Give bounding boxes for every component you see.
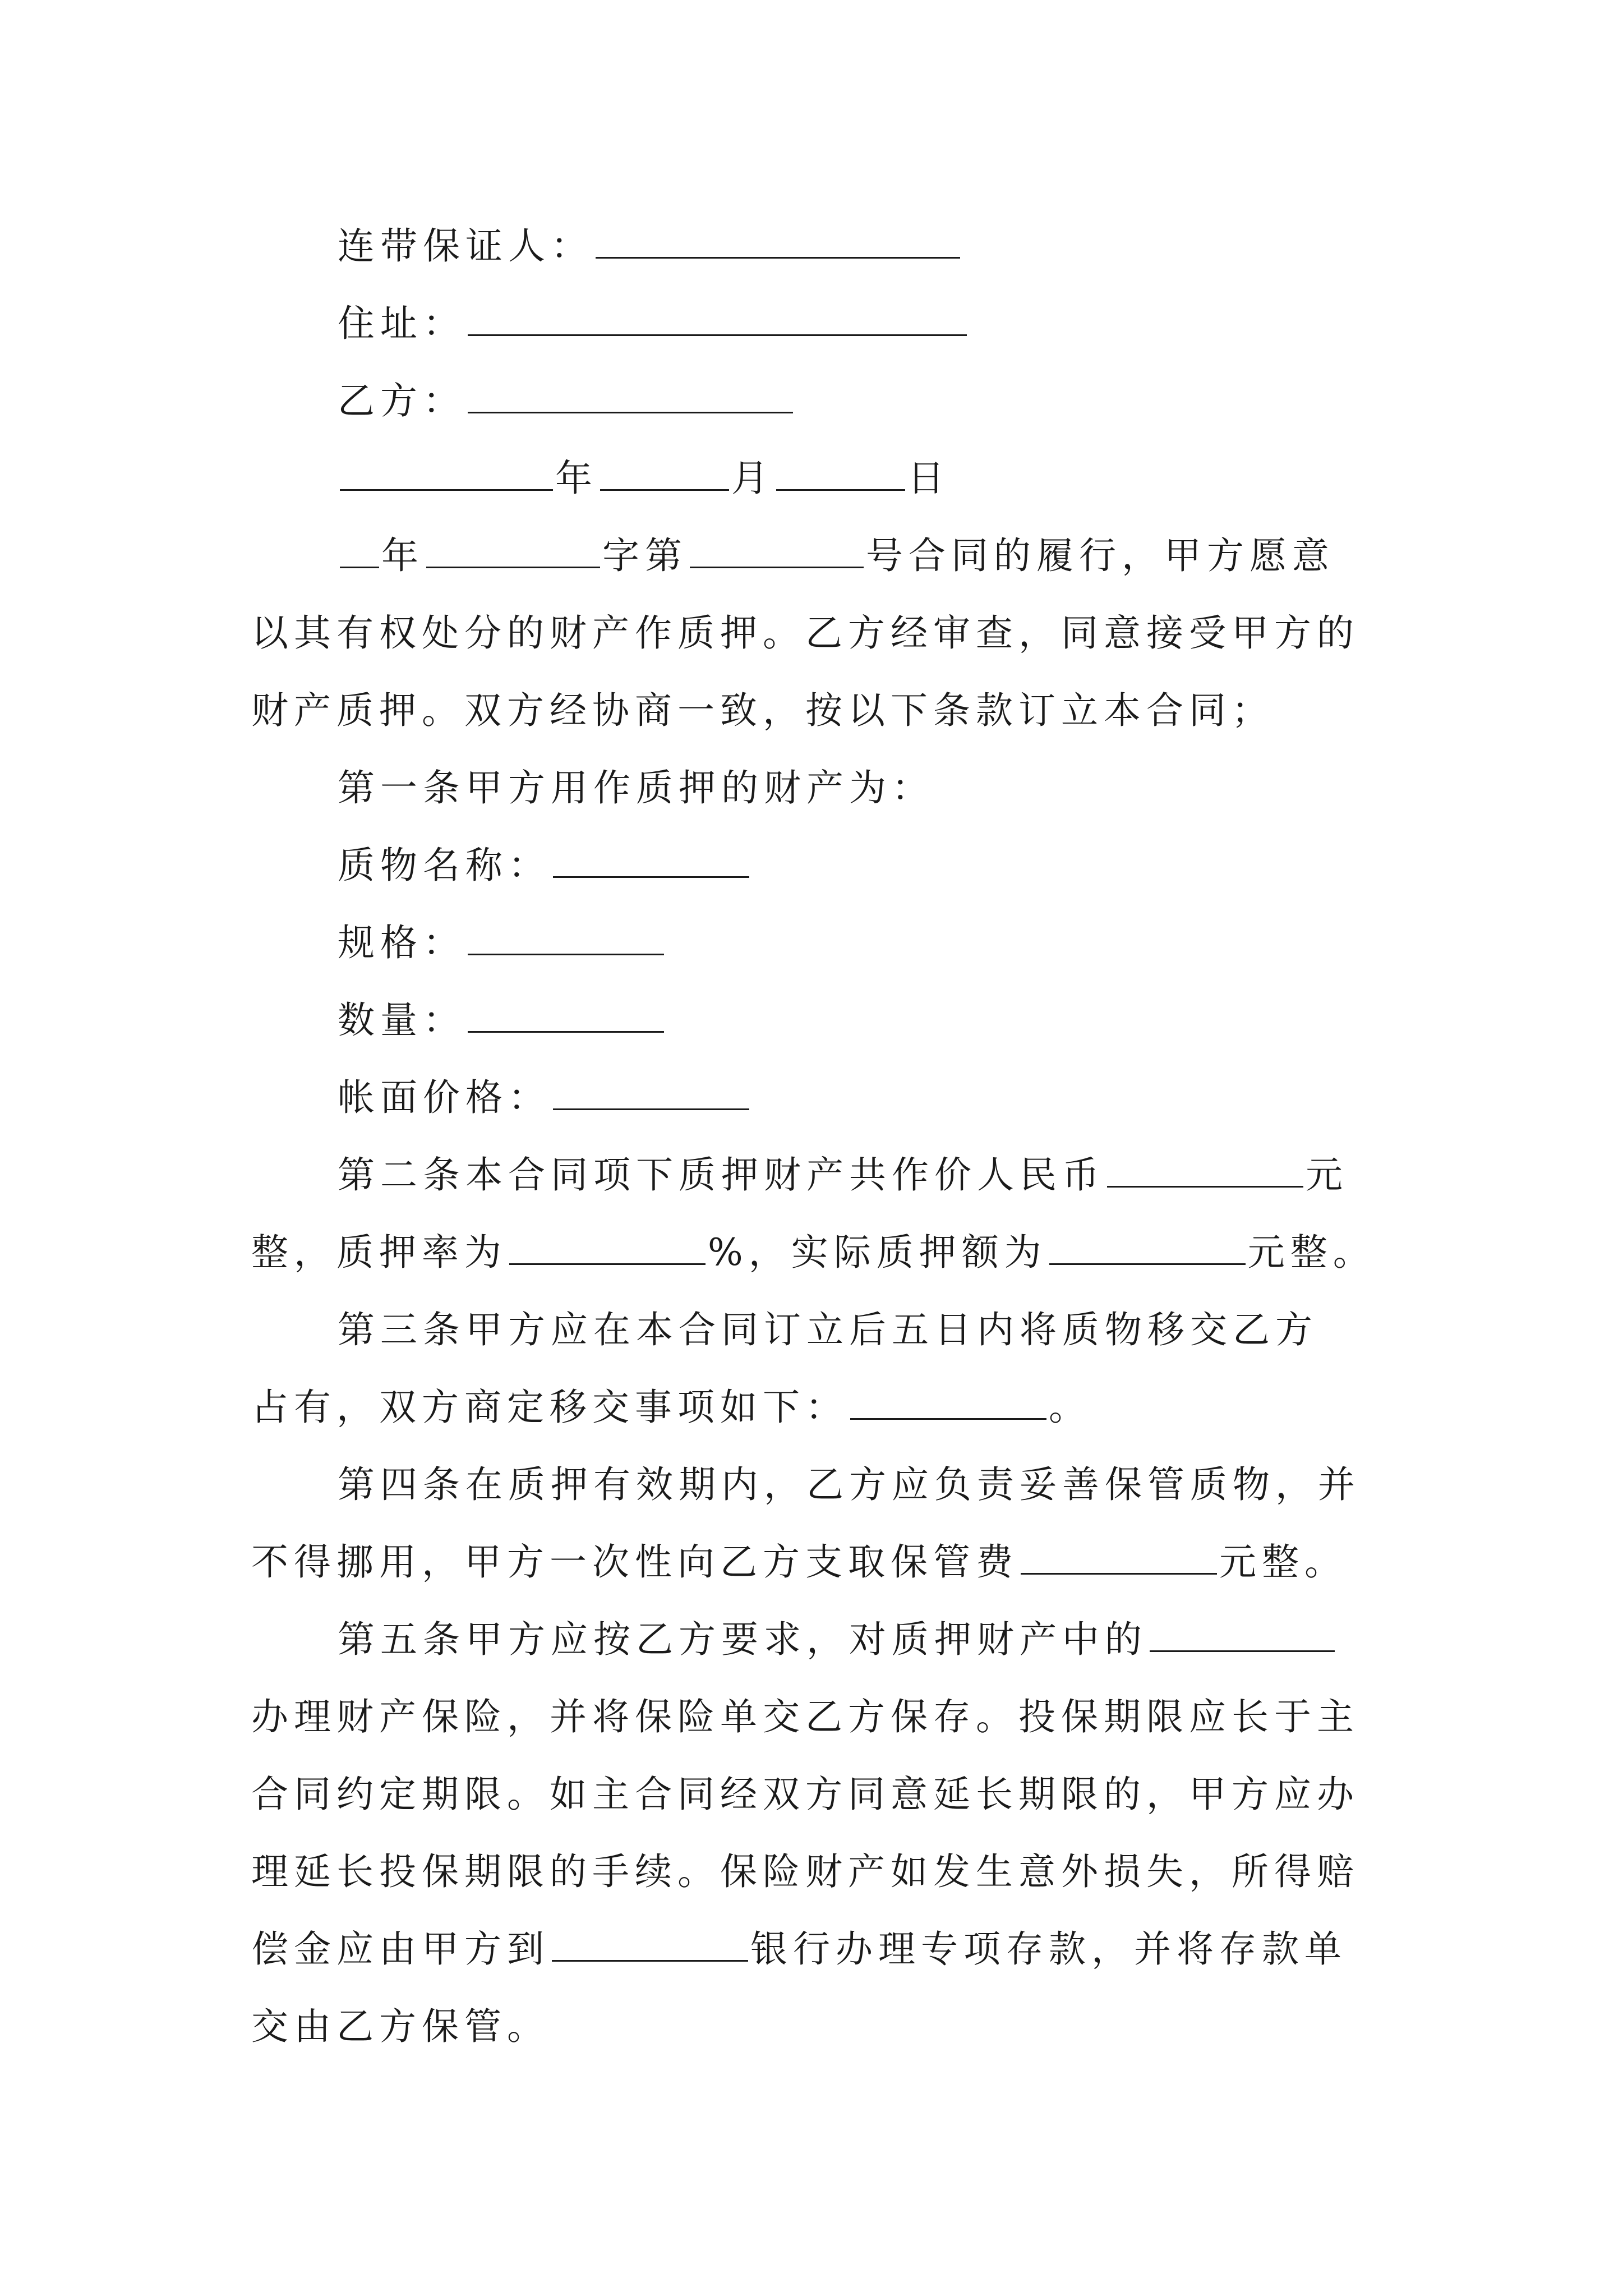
article2-text-1: 第二条本合同项下质押财产共作价人民币: [338, 1153, 1105, 1197]
intro-blank-3: [690, 535, 864, 568]
article4-text-2a: 不得挪用，甲方一次性向乙方支取保管费: [251, 1540, 1018, 1584]
item-name-blank: [553, 845, 749, 878]
article2-text-2c: 元整。: [1247, 1231, 1376, 1274]
article5-line-1: [338, 1601, 1337, 1678]
article3-line-1: 第三条甲方应在本合同订立后五日内将质物移交乙方: [338, 1308, 1318, 1351]
article4-line-1: 第四条在质押有效期内，乙方应负责妥善保管质物，并: [338, 1463, 1361, 1506]
quantity-label: 数量：: [338, 999, 465, 1042]
intro-line-3: 财产质押。双方经协商一致，按以下条款订立本合同；: [251, 689, 1274, 732]
date-line: [338, 440, 950, 517]
article4-blank: [1021, 1542, 1217, 1575]
quantity-blank: [468, 1000, 664, 1033]
guarantor-line: [338, 208, 962, 285]
article2-text-2a: 整，质押率为: [251, 1231, 507, 1274]
article5-text-1: 第五条甲方应按乙方要求，对质押财产中的: [338, 1618, 1147, 1661]
intro-blank-2: [426, 535, 600, 568]
spec-label: 规格：: [338, 921, 465, 964]
year-label: 年: [555, 457, 598, 500]
article2-line-2: [251, 1214, 1376, 1291]
article5-line-5: [251, 1911, 1347, 1988]
guarantor-label: 连带保证人：: [338, 224, 593, 268]
intro-char-no: 字第: [602, 534, 688, 577]
item-name-line: [338, 827, 751, 904]
book-price-label: 帐面价格：: [338, 1076, 551, 1119]
intro-year: 年: [381, 534, 424, 577]
article2-blank-3: [1049, 1232, 1246, 1265]
book-price-line: [338, 1059, 751, 1137]
item-name-label: 质物名称：: [338, 844, 551, 887]
day-blank: [776, 458, 905, 491]
article3-text-2b: 。: [1049, 1386, 1091, 1429]
article2-text-2b: %，实际质押额为: [708, 1231, 1047, 1274]
article5-line-3: 合同约定期限。如主合同经双方同意延长期限的，甲方应办: [251, 1773, 1359, 1816]
book-price-blank: [553, 1077, 749, 1110]
article4-line-2: [251, 1524, 1347, 1601]
guarantor-blank: [596, 226, 960, 259]
article5-line-2: 办理财产保险，并将保险单交乙方保存。投保期限应长于主: [251, 1695, 1359, 1738]
article3-blank: [850, 1387, 1046, 1420]
article4-text-2b: 元整。: [1219, 1540, 1347, 1584]
spec-line: [338, 904, 666, 982]
intro-line-2: 以其有权处分的财产作质押。乙方经审查，同意接受甲方的: [251, 611, 1359, 655]
intro-blank-1: [340, 535, 379, 568]
address-blank: [468, 303, 967, 336]
article2-text-yuan: 元: [1306, 1153, 1348, 1197]
article2-blank-2: [509, 1232, 706, 1265]
party-b-line: [338, 362, 795, 440]
day-label: 日: [907, 457, 950, 500]
article1-title: 第一条甲方用作质押的财产为：: [338, 766, 934, 809]
article3-line-2: [251, 1369, 1091, 1446]
party-b-blank: [468, 380, 793, 413]
party-b-label: 乙方：: [338, 379, 465, 422]
month-blank: [600, 458, 729, 491]
article3-text-2a: 占有，双方商定移交事项如下：: [251, 1386, 848, 1429]
spec-blank: [468, 922, 664, 955]
article2-line-1: [338, 1137, 1348, 1214]
year-blank: [340, 458, 553, 491]
intro-line-1: [338, 517, 1335, 595]
address-label: 住址：: [338, 302, 465, 345]
article5-blank-2: [552, 1929, 748, 1962]
address-line: [338, 285, 969, 362]
article2-blank-1: [1107, 1154, 1303, 1188]
article5-text-5b: 银行办理专项存款，并将存款单: [750, 1927, 1347, 1971]
month-label: 月: [731, 457, 774, 500]
article5-line-6: 交由乙方保管。: [251, 2005, 550, 2048]
article5-text-5a: 偿金应由甲方到: [251, 1927, 550, 1971]
article5-blank-1: [1150, 1619, 1335, 1652]
intro-contract-text: 号合同的履行，甲方愿意: [866, 534, 1335, 577]
quantity-line: [338, 982, 666, 1059]
article5-line-4: 理延长投保期限的手续。保险财产如发生意外损失，所得赔: [251, 1850, 1359, 1893]
